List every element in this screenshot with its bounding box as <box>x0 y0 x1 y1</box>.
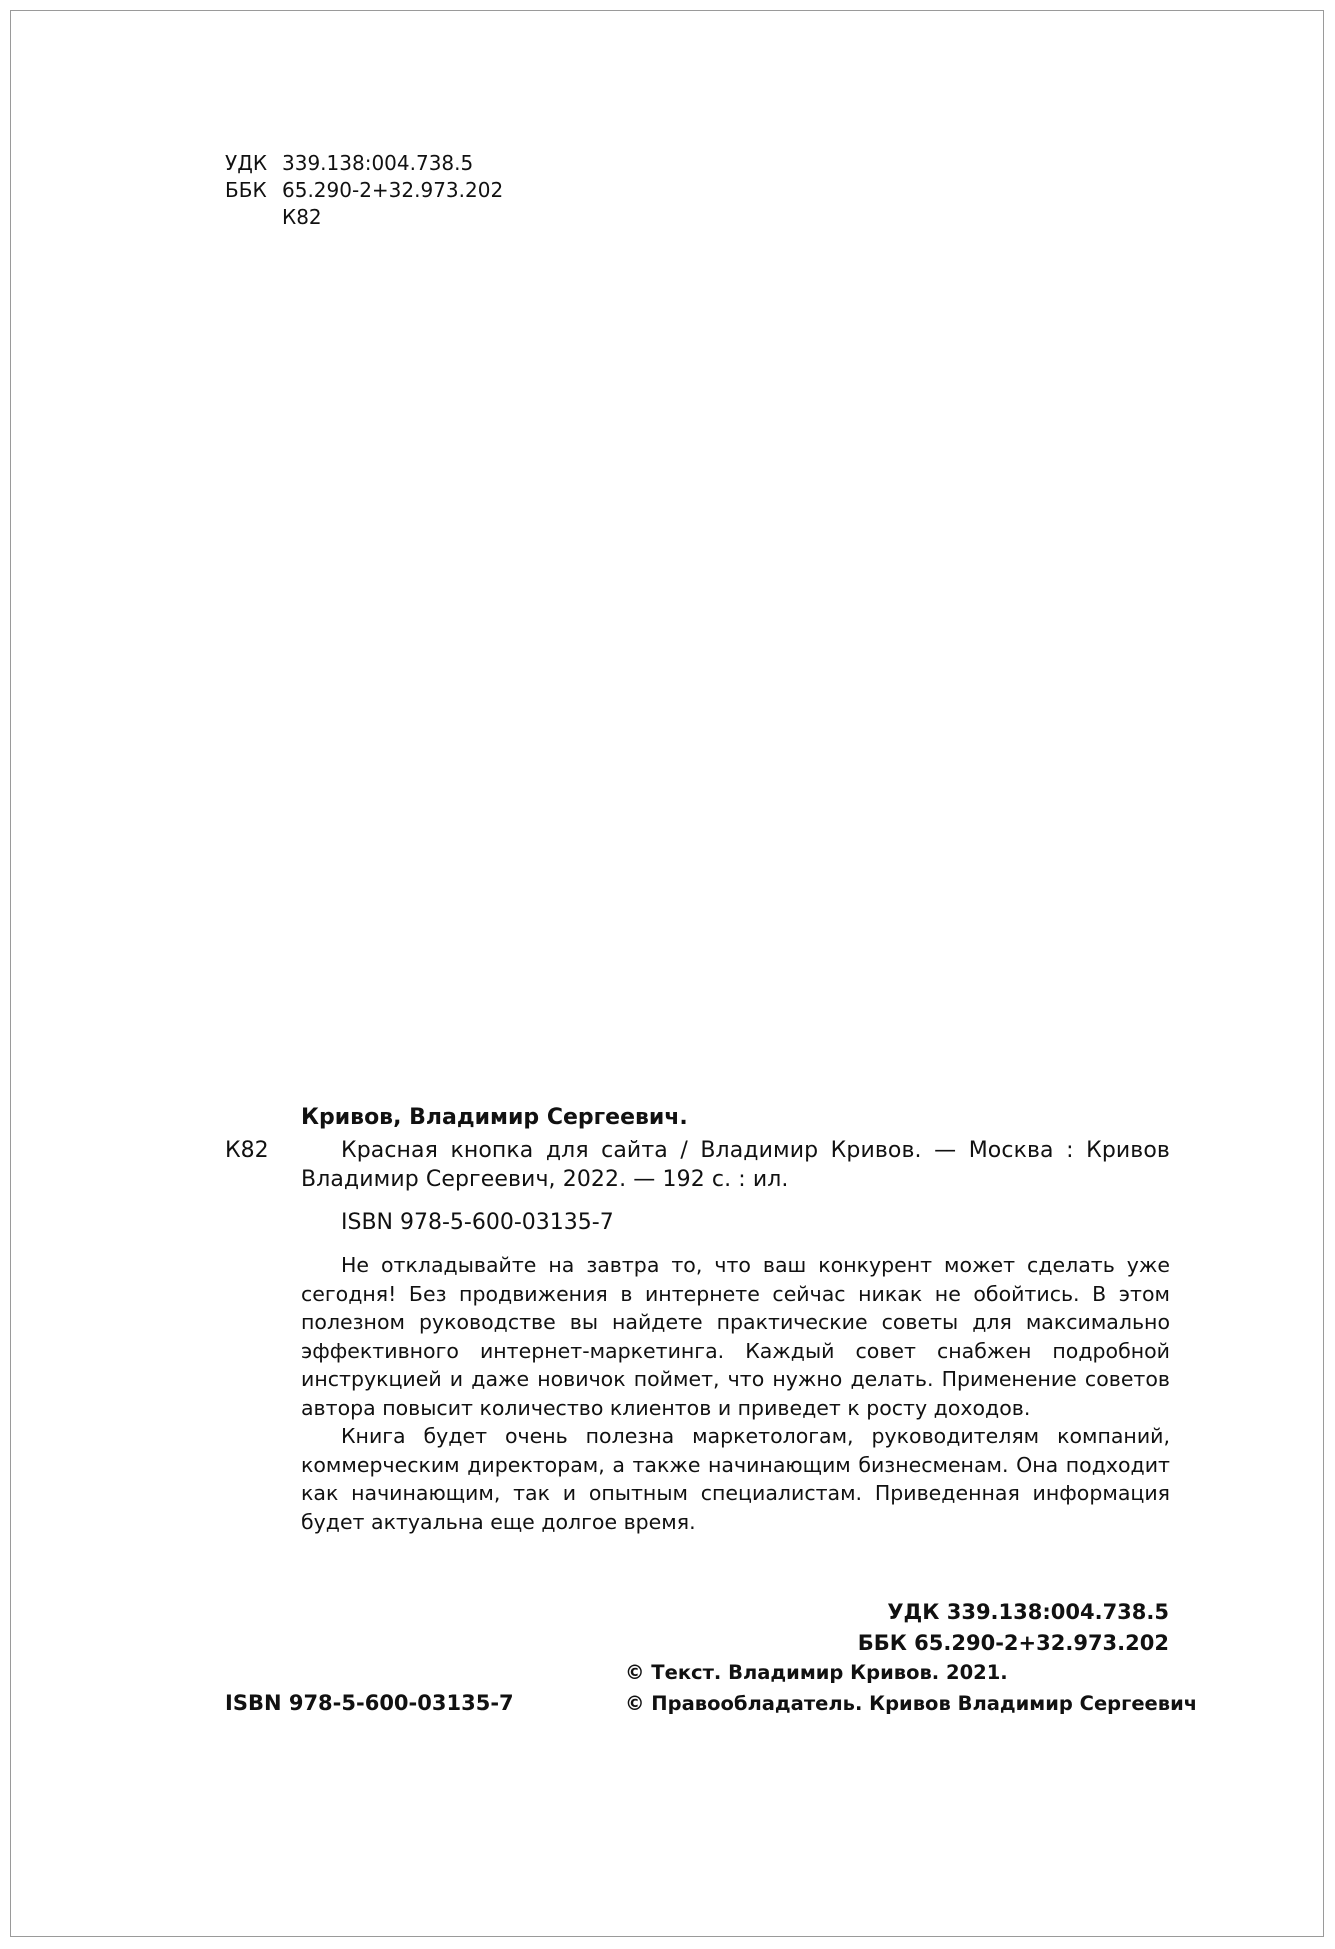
bibliographic-description: Красная кнопка для сайта / Владимир Кривов. — Москва : Кривов Владимир Сергеевич, 2022. — 192 с. : ил. <box>301 1138 1170 1192</box>
catalog-entry <box>225 1103 1170 1536</box>
author-sign-row <box>225 204 503 231</box>
annotation <box>301 1251 1170 1536</box>
classification-codes-header <box>225 150 503 231</box>
copyright-holder: © Правообладатель. Кривов Владимир Сергеевич <box>625 1692 1198 1715</box>
bbk-value: 65.290-2+32.973.202 <box>282 178 504 202</box>
udk-code: УДК 339.138:004.738.5 <box>887 1600 1169 1624</box>
bbk-label: ББК <box>225 178 267 202</box>
bbk-code: ББК 65.290-2+32.973.202 <box>857 1631 1169 1655</box>
udk-value: 339.138:004.738.5 <box>282 151 474 175</box>
annotation-paragraph: Не откладывайте на завтра то, что ваш конкурент может сделать уже сегодня! Без продвижения в интернете сейчас никак не обойтись. В этом полезном руководстве вы найдете практические советы для максимально эффективного интернет-маркетинга. Каждый совет снабжен подробной инструкцией и даже новичок поймет, что нужно делать. Применение советов автора повысит количество клиентов и приведет к росту доходов. <box>301 1253 1170 1420</box>
author-sign: К82 <box>225 1138 269 1163</box>
annotation-paragraph: Книга будет очень полезна маркетологам, руководителям компаний, коммерческим директорам, а также начинающим бизнесменам. Она подходит как начинающим, так и опытным специалистам. Приведенная информация будет актуальна еще долгое время. <box>301 1424 1170 1534</box>
udk-row <box>225 150 503 177</box>
author-heading: Кривов, Владимир Сергеевич. <box>301 1105 688 1130</box>
copyright-block <box>625 1657 1197 1719</box>
author-sign-header: К82 <box>282 205 322 229</box>
bibliographic-record <box>225 1136 1170 1194</box>
copyright-text: © Текст. Владимир Кривов. 2021. <box>625 1661 1008 1684</box>
isbn-footer: ISBN 978-5-600-03135-7 <box>225 1691 514 1715</box>
classification-codes-footer <box>858 1597 1169 1659</box>
udk-label: УДК <box>225 151 268 175</box>
bbk-row <box>225 177 503 204</box>
isbn-entry: ISBN 978-5-600-03135-7 <box>341 1210 614 1235</box>
